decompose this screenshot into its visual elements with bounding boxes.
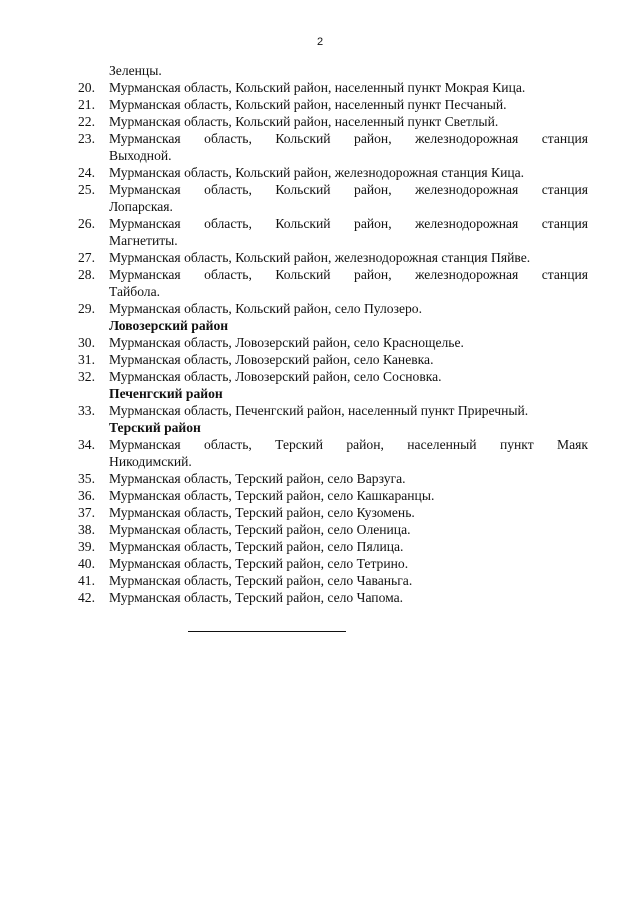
item-text: Мурманская область, Терский район, село Чапома. — [109, 590, 404, 605]
item-text: Мурманская область, Печенгский район, населенный пункт Приречный. — [109, 403, 529, 418]
list-item — [78, 589, 588, 606]
section-heading-tersky: Терский район — [109, 420, 201, 435]
item-number: 29. — [78, 301, 95, 316]
list-item — [78, 96, 588, 113]
list-item — [78, 130, 588, 164]
list-item — [78, 487, 588, 504]
item-text: Мурманская область, Терский район, село Пялица. — [109, 539, 404, 554]
item-text: Мурманская область, Ловозерский район, село Сосновка. — [109, 369, 442, 384]
list-lovozero-district — [78, 334, 588, 385]
item-number: 22. — [78, 114, 95, 129]
item-text: Мурманская область, Кольский район, железнодорожная станция Кица. — [109, 165, 525, 180]
item-number: 37. — [78, 505, 95, 520]
continuation-line: Зеленцы. — [109, 63, 162, 78]
item-text — [109, 215, 588, 249]
item-text: Мурманская область, Терский район, село Чаваньга. — [109, 573, 413, 588]
item-text-line: Магнетиты. — [109, 233, 178, 248]
list-item — [78, 538, 588, 555]
item-text-line: Мурманская область, Терский район, населенный пункт Маяк — [109, 437, 588, 452]
item-number: 41. — [78, 573, 95, 588]
list-item — [78, 334, 588, 351]
item-number: 28. — [78, 267, 95, 282]
list-item — [78, 300, 588, 317]
list-item — [78, 181, 588, 215]
list-item — [78, 215, 588, 249]
item-text: Мурманская область, Ловозерский район, село Краснощелье. — [109, 335, 464, 350]
item-number: 21. — [78, 97, 95, 112]
list-item — [78, 436, 588, 470]
list-item — [78, 249, 588, 266]
item-number: 38. — [78, 522, 95, 537]
list-item — [78, 521, 588, 538]
item-number: 32. — [78, 369, 95, 384]
list-item — [78, 79, 588, 96]
list-pechenga-district — [78, 402, 588, 419]
list-item — [78, 504, 588, 521]
item-number: 30. — [78, 335, 95, 350]
item-number: 35. — [78, 471, 95, 486]
section-heading-lovozero: Ловозерский район — [109, 318, 229, 333]
item-number: 40. — [78, 556, 95, 571]
item-number: 42. — [78, 590, 95, 605]
item-number: 27. — [78, 250, 95, 265]
item-text — [109, 266, 588, 300]
list-item — [78, 164, 588, 181]
page-number: 2 — [316, 36, 324, 48]
document-body — [78, 62, 588, 606]
list-item — [78, 470, 588, 487]
item-text: Мурманская область, Ловозерский район, село Каневка. — [109, 352, 434, 367]
list-tersky-district — [78, 436, 588, 606]
item-text-line: Мурманская область, Кольский район, железнодорожная станция — [109, 216, 588, 231]
list-item — [78, 113, 588, 130]
section-heading-pechenga: Печенгский район — [109, 386, 223, 401]
item-text: Мурманская область, Терский район, село Оленица. — [109, 522, 411, 537]
item-text: Мурманская область, Кольский район, населенный пункт Мокрая Кица. — [109, 80, 526, 95]
item-text-line: Выходной. — [109, 148, 172, 163]
item-text: Мурманская область, Терский район, село Тетрино. — [109, 556, 409, 571]
item-number: 20. — [78, 80, 95, 95]
item-text-line: Лопарская. — [109, 199, 173, 214]
item-text: Мурманская область, Кольский район, железнодорожная станция Пяйве. — [109, 250, 531, 265]
list-item — [78, 572, 588, 589]
item-text: Мурманская область, Кольский район, село Пулозеро. — [109, 301, 422, 316]
item-text-line: Тайбола. — [109, 284, 161, 299]
list-kola-district — [78, 79, 588, 317]
item-number: 34. — [78, 437, 95, 452]
item-text: Мурманская область, Терский район, село Варзуга. — [109, 471, 406, 486]
list-item — [78, 266, 588, 300]
item-text-line: Мурманская область, Кольский район, железнодорожная станция — [109, 267, 588, 282]
item-number: 36. — [78, 488, 95, 503]
item-number: 26. — [78, 216, 95, 231]
list-item — [78, 368, 588, 385]
item-number: 39. — [78, 539, 95, 554]
item-text: Мурманская область, Кольский район, населенный пункт Песчаный. — [109, 97, 507, 112]
item-text-line: Мурманская область, Кольский район, железнодорожная станция — [109, 131, 588, 146]
item-text: Мурманская область, Терский район, село Кузомень. — [109, 505, 415, 520]
item-text: Мурманская область, Терский район, село Кашкаранцы. — [109, 488, 435, 503]
item-text-line: Никодимский. — [109, 454, 192, 469]
item-number: 24. — [78, 165, 95, 180]
list-item — [78, 402, 588, 419]
item-text — [109, 130, 588, 164]
item-number: 33. — [78, 403, 95, 418]
list-item — [78, 351, 588, 368]
end-separator-line — [188, 631, 346, 632]
item-number: 25. — [78, 182, 95, 197]
item-number: 23. — [78, 131, 95, 146]
item-text: Мурманская область, Кольский район, населенный пункт Светлый. — [109, 114, 499, 129]
item-number: 31. — [78, 352, 95, 367]
item-text-line: Мурманская область, Кольский район, железнодорожная станция — [109, 182, 588, 197]
item-text — [109, 181, 588, 215]
item-text — [109, 436, 588, 470]
list-item — [78, 555, 588, 572]
